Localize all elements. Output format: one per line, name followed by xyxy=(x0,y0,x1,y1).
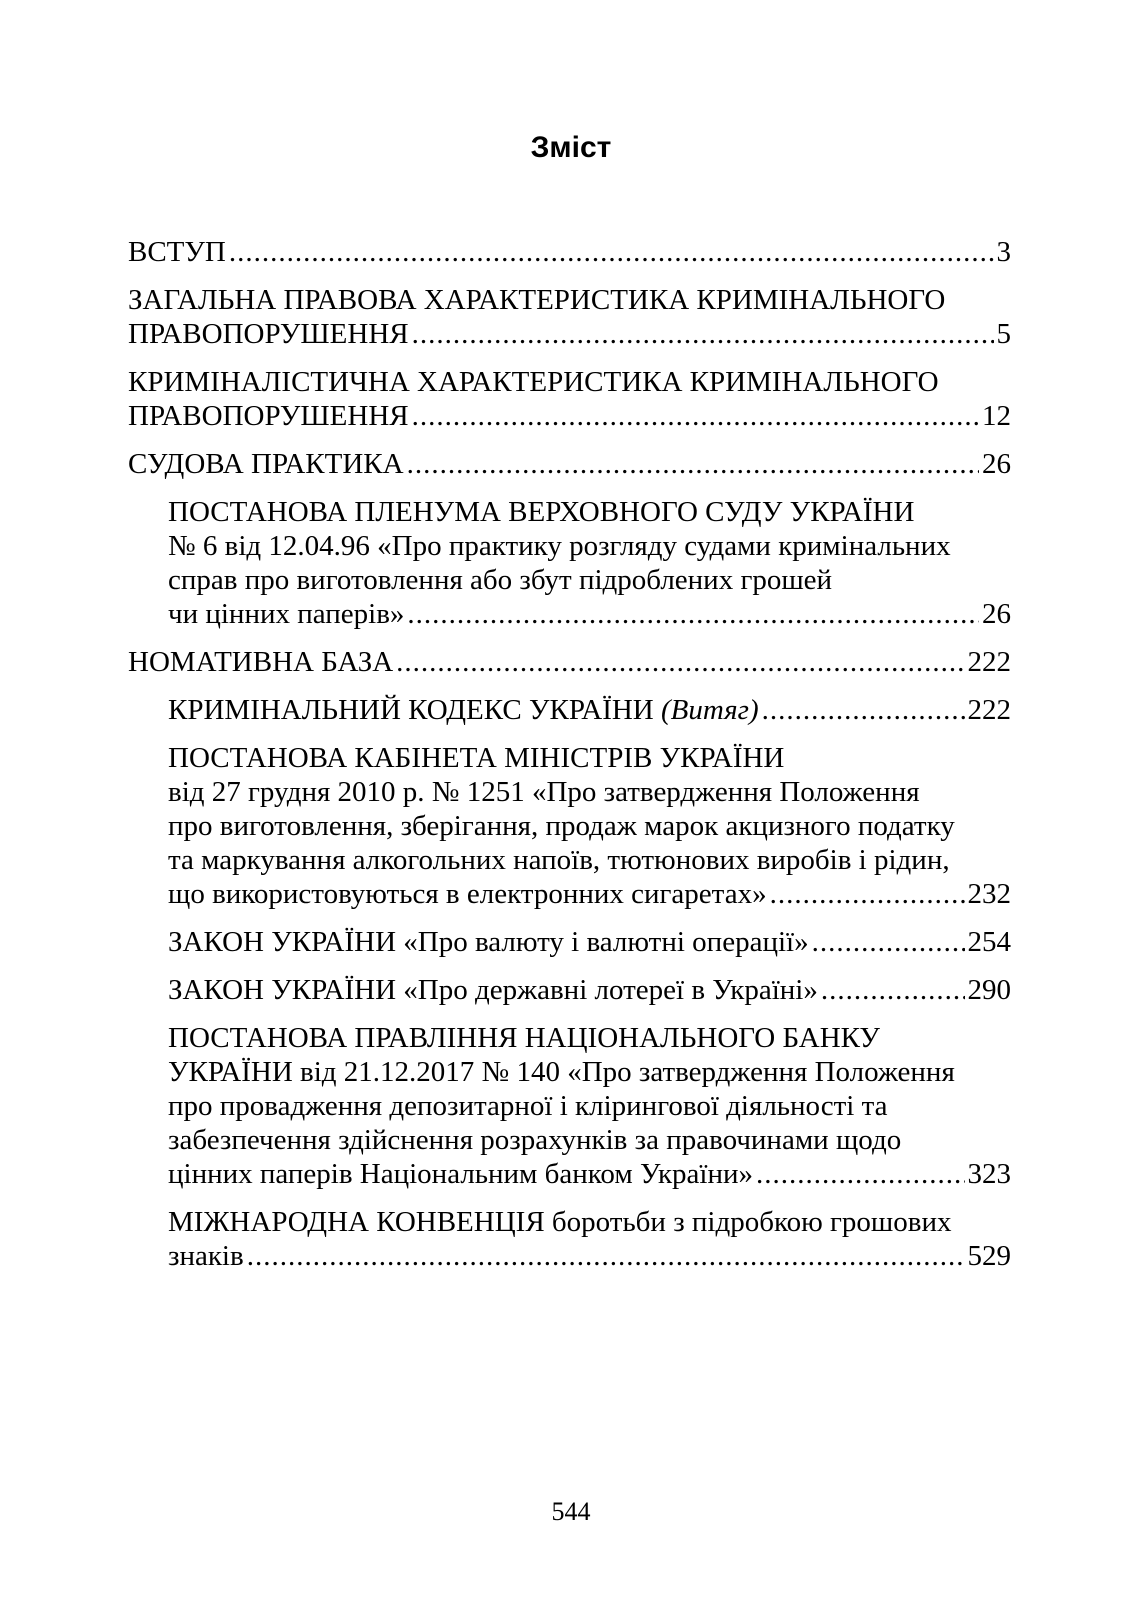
toc-page-number: 12 xyxy=(982,400,1011,432)
toc-subentry[interactable] xyxy=(168,495,1011,631)
toc-subentry[interactable] xyxy=(168,741,1011,911)
toc-entry-title-italic: (Витяг) xyxy=(661,694,759,726)
dot-leader xyxy=(770,877,965,911)
toc-subentry[interactable] xyxy=(168,925,1011,959)
toc-page-number: 5 xyxy=(996,318,1011,350)
toc-subentry[interactable] xyxy=(168,973,1011,1007)
dot-leader xyxy=(229,235,994,269)
dot-leader xyxy=(396,645,964,679)
toc-entry-line xyxy=(168,1239,1011,1273)
toc-entry-line xyxy=(168,925,1011,959)
toc-entry-line xyxy=(168,693,1011,727)
toc-entry[interactable] xyxy=(128,283,1011,351)
toc-entry-title: цінних паперів Національним банком України» xyxy=(168,1158,754,1190)
dot-leader xyxy=(762,693,965,727)
dot-leader xyxy=(812,925,965,959)
dot-leader xyxy=(412,399,979,433)
toc-entry-title: НОМАТИВНА БАЗА xyxy=(128,646,394,678)
dot-leader xyxy=(247,1239,965,1273)
toc-entry-title: ЗАКОН УКРАЇНИ «Про валюту і валютні операції» xyxy=(168,926,809,958)
toc-entry-line xyxy=(168,877,1011,911)
toc-entry-line xyxy=(168,597,1011,631)
toc-entry-title-start: ПОСТАНОВА ПЛЕНУМА ВЕРХОВНОГО СУДУ УКРАЇНИ № 6 від 12.04.96 «Про практику розгляду судами кримінальних справ про виготовлення або збут підроблених грошей xyxy=(168,496,951,596)
dot-leader xyxy=(407,597,979,631)
toc-entry-line xyxy=(168,973,1011,1007)
toc-page-number: 290 xyxy=(967,974,1011,1006)
toc-entry-line xyxy=(128,645,1011,679)
toc-page-number: 26 xyxy=(982,598,1011,630)
dot-leader xyxy=(407,447,979,481)
toc-page-number: 323 xyxy=(967,1158,1011,1190)
toc-entry-line xyxy=(128,399,1011,433)
toc-entry-title: ЗАКОН УКРАЇНИ «Про державні лотереї в Україні» xyxy=(168,974,818,1006)
toc-entry[interactable] xyxy=(128,645,1011,679)
toc-page-number: 529 xyxy=(967,1240,1011,1272)
toc-entry-title xyxy=(168,693,759,727)
toc-entry-title-start: ПОСТАНОВА КАБІНЕТА МІНІСТРІВ УКРАЇНИ від 27 грудня 2010 р. № 1251 «Про затвердження Положення про виготовлення, зберігання, продаж марок акцизного податку та маркування алкогольних напоїв, тютюнових виробів і рідин, xyxy=(168,742,955,876)
toc-entry[interactable] xyxy=(128,447,1011,481)
toc-entry-title: що використовуються в електронних сигаретах» xyxy=(168,878,767,910)
toc-entry-title-start: ЗАГАЛЬНА ПРАВОВА ХАРАКТЕРИСТИКА КРИМІНАЛЬНОГО xyxy=(128,284,946,316)
page-number: 544 xyxy=(551,1497,591,1526)
toc-page-number: 26 xyxy=(982,448,1011,480)
toc-page-number: 254 xyxy=(967,926,1011,958)
dot-leader xyxy=(412,317,994,351)
toc-entry-title-start: ПОСТАНОВА ПРАВЛІННЯ НАЦІОНАЛЬНОГО БАНКУ УКРАЇНИ від 21.12.2017 № 140 «Про затвердження Положення про провадження депозитарної і клірингової діяльності та забезпечення здійснення розрахунків за правочинами щодо xyxy=(168,1022,955,1156)
dot-leader xyxy=(821,973,965,1007)
table-of-contents xyxy=(128,235,1011,1287)
page-title: Зміст xyxy=(530,131,612,164)
toc-entry-line xyxy=(128,317,1011,351)
toc-entry[interactable] xyxy=(128,235,1011,269)
toc-entry-title-main: КРИМІНАЛЬНИЙ КОДЕКС УКРАЇНИ xyxy=(168,694,661,726)
toc-entry-title-start: КРИМІНАЛІСТИЧНА ХАРАКТЕРИСТИКА КРИМІНАЛЬНОГО xyxy=(128,366,939,398)
toc-subentry[interactable] xyxy=(168,1205,1011,1273)
toc-entry-title: чи цінних паперів» xyxy=(168,598,405,630)
toc-subentry[interactable] xyxy=(168,1021,1011,1191)
toc-entry[interactable] xyxy=(128,365,1011,433)
toc-page-number: 222 xyxy=(967,646,1011,678)
toc-entry-title-start: МІЖНАРОДНА КОНВЕНЦІЯ боротьби з підробкою грошових xyxy=(168,1206,952,1238)
toc-entry-line xyxy=(128,447,1011,481)
toc-entry-title: СУДОВА ПРАКТИКА xyxy=(128,448,404,480)
dot-leader xyxy=(756,1157,964,1191)
toc-page-number: 3 xyxy=(996,236,1011,268)
toc-page-number: 232 xyxy=(967,878,1011,910)
toc-entry-line xyxy=(168,1157,1011,1191)
toc-entry-title: ВСТУП xyxy=(128,236,226,268)
toc-entry-title: ПРАВОПОРУШЕННЯ xyxy=(128,400,409,432)
toc-entry-title: ПРАВОПОРУШЕННЯ xyxy=(128,318,409,350)
toc-page-number: 222 xyxy=(967,694,1011,726)
toc-subentry[interactable] xyxy=(168,693,1011,727)
toc-entry-title: знаків xyxy=(168,1240,244,1272)
toc-entry-line xyxy=(128,235,1011,269)
